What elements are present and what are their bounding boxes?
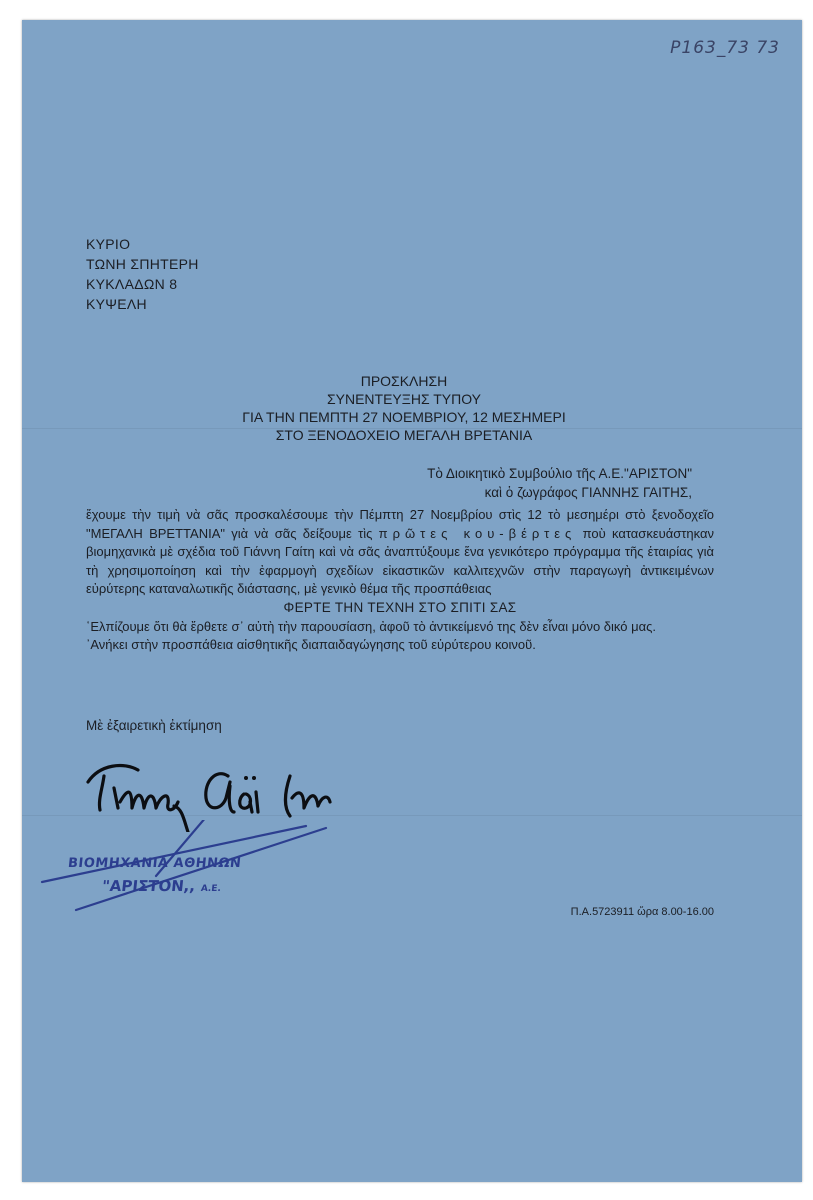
hotel-name: "ΜΕΓΑΛΗ ΒΡΕΤΤΑΝΙΑ" [86, 525, 225, 541]
title-line: ΠΡΟΣΚΛΗΣΗ [360, 373, 448, 389]
sender-intro [427, 464, 692, 502]
addressee-line: ΤΩΝΗ ΣΠΗΤΕΡΗ [86, 256, 199, 272]
letter-sheet [22, 20, 802, 1182]
slogan: ΦΕΡΤΕ ΤΗΝ ΤΕΧΝΗ ΣΤΟ ΣΠΙΤΙ ΣΑΣ [283, 599, 517, 615]
addressee-line: ΚΥΡΙΟ [86, 236, 131, 252]
spaced-emphasis: πρῶτες κου-βέρτες [378, 525, 577, 541]
body-text: γιὰ νὰ σᾶς δείξουμε τὶς [224, 525, 379, 541]
body-text: ἔχουμε τὴν τιμὴ νὰ σᾶς προσκαλέσουμε τὴν Πέμπτη 27 Νοεμβρίου στὶς 12 τὸ μεσημέρι στὸ ξενοδοχεῖο [86, 507, 714, 522]
archive-mark: P163_73 73 [670, 38, 780, 58]
addressee-block [86, 234, 199, 314]
stamp-line [101, 877, 299, 895]
invitation-title [22, 372, 802, 444]
signature [78, 742, 378, 832]
stamp-line: ΒΙΟΜΗΧΑΝΙΑ ΑΘΗΝΩΝ [67, 856, 243, 871]
title-line: ΣΤΟ ΞΕΝΟΔΟΧΕΙΟ ΜΕΓΑΛΗ ΒΡΕΤΑΝΙΑ [275, 427, 533, 443]
addressee-line: ΚΥΚΛΑΔΩΝ 8 [86, 276, 178, 292]
office-hours-footer: Π.Α.5723911 ὥρα 8.00-16.00 [570, 906, 714, 918]
title-line: ΓΙΑ ΤΗΝ ΠΕΜΠΤΗ 27 ΝΟΕΜΒΡΙΟΥ, 12 ΜΕΣΗΜΕΡΙ [242, 409, 566, 425]
stamp-company: "ΑΡΙΣΤΟΝ,, [101, 877, 197, 895]
body-paragraph: ῾Ελπίζουμε ὅτι θὰ ἔρθετε σ᾽ αὐτὴ τὴν παρουσίαση, ἀφοῦ τὸ ἀντικείμενό της δὲν εἶναι μόνο δικό μας. [86, 618, 656, 634]
intro-line: καὶ ὁ ζωγράφος ΓΙΑΝΝΗΣ ΓΑΙΤΗΣ, [484, 485, 692, 500]
intro-line: Τὸ Διοικητικὸ Συμβούλιο τῆς Α.Ε."ΑΡΙΣΤΟΝ" [427, 466, 692, 481]
addressee-line: ΚΥΨΕΛΗ [86, 296, 147, 312]
company-stamp [68, 856, 298, 895]
title-line: ΣΥΝΕΝΤΕΥΞΗΣ ΤΥΠΟΥ [326, 391, 482, 407]
letter-body [86, 506, 714, 655]
body-text: ποὺ κατασκευάστηκαν βιομηχανικὰ μὲ σχέδια τοῦ Γιάννη Γαίτη καὶ νὰ σᾶς ἀναπτύξουμε ἕνα γενικότερο πρόγραμμα τῆς ἑταιρίας γιὰ τὴ χρησιμοποίηση καὶ τὴν ἐφαρμογὴ σχεδίων εἰκαστικῶν καλλιτεχνῶν στὴν παραγωγὴ ἀντικειμένων εὐρύτερης καταναλωτικῆς διάστασης, μὲ γενικὸ θέμα τῆς προσπάθειας [86, 525, 714, 597]
stamp-suffix: Α.Ε. [200, 884, 222, 894]
closing-line: Μὲ ἐξαιρετικὴ ἐκτίμηση [86, 718, 222, 733]
body-paragraph [86, 506, 714, 599]
body-paragraph: ᾽Ανήκει στὴν προσπάθεια αἰσθητικῆς διαπαιδαγώγησης τοῦ εὐρύτερου κοινοῦ. [86, 637, 536, 653]
